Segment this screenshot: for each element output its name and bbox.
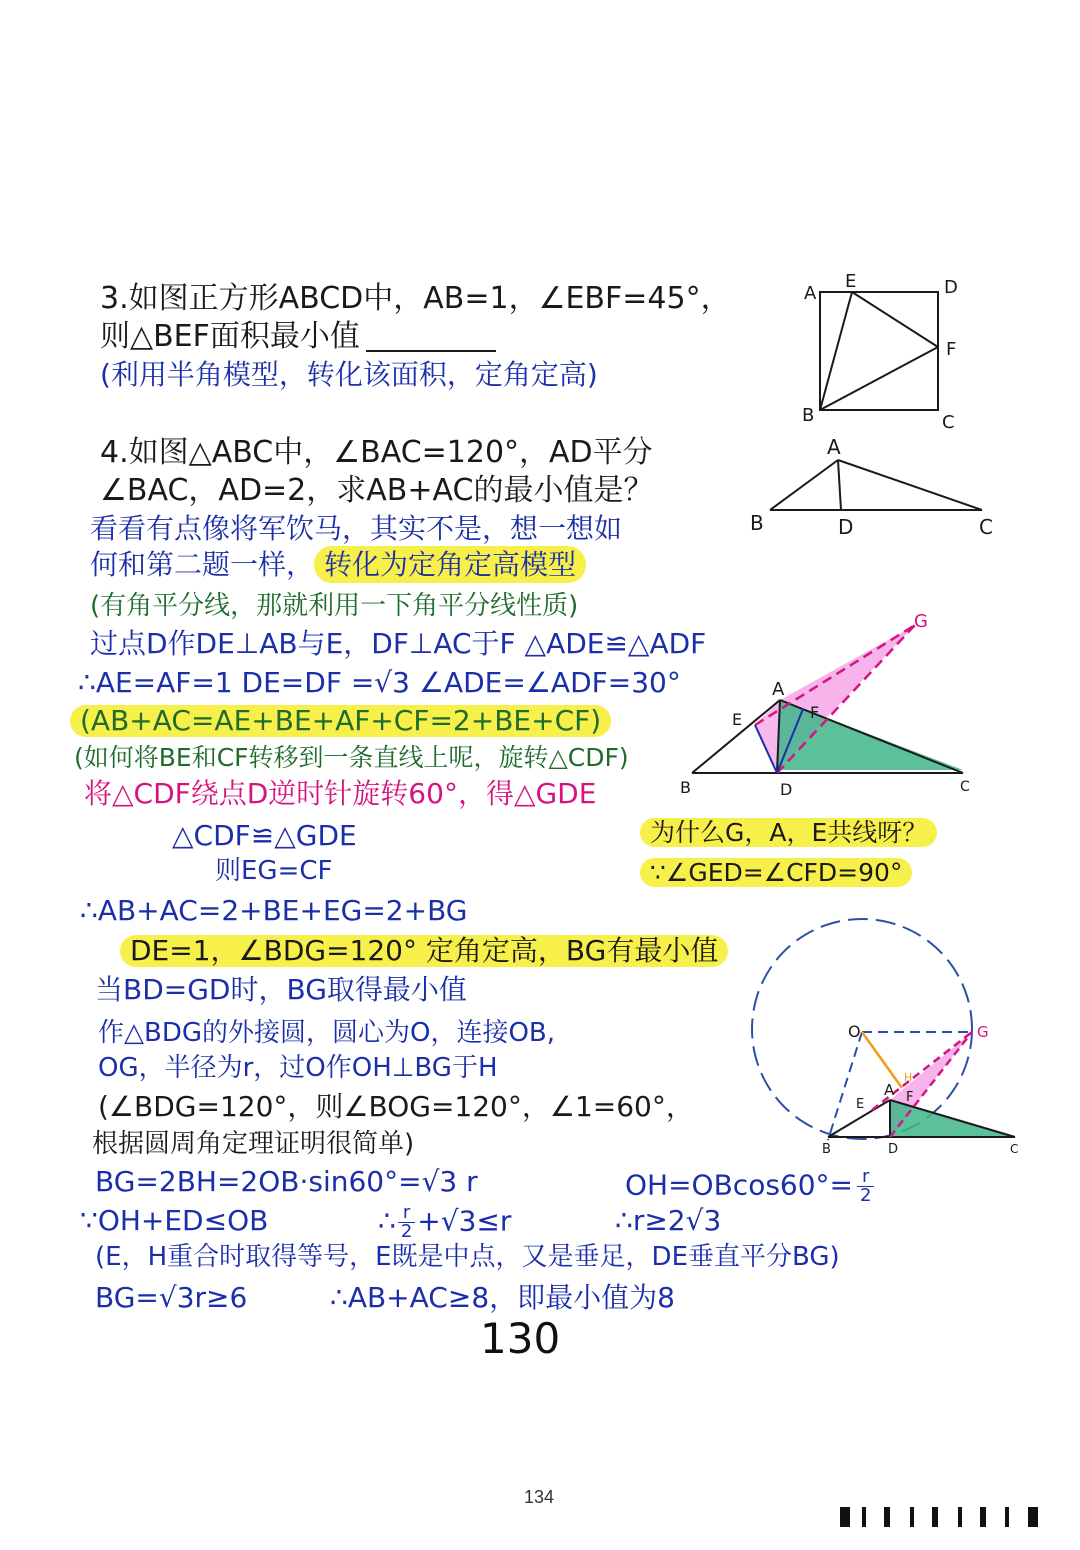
label-e: E — [845, 271, 857, 292]
solution-line-6: (AB+AC=AE+BE+AF+CF=2+BE+CF) — [70, 705, 611, 737]
bar — [958, 1507, 962, 1527]
solution-line-19c: +√3≤r — [417, 1204, 512, 1238]
label-c: C — [979, 515, 993, 539]
bar — [910, 1507, 914, 1527]
highlight-model: 转化为定角定高模型 — [314, 546, 586, 583]
bar — [932, 1507, 938, 1527]
fraction-numerator: r — [857, 1168, 874, 1187]
bar — [840, 1507, 850, 1527]
solution-line-15: OG，半径为r，过O作OH⊥BG于H — [98, 1053, 498, 1083]
solution-line-9: △CDF≌△GDE — [172, 819, 357, 852]
solution-line-3: (有角平分线，那就利用一下角平分线性质) — [90, 591, 579, 621]
segment-ef — [852, 292, 938, 347]
handwritten-page-number: 130 — [480, 1314, 561, 1363]
line-oh — [862, 1032, 902, 1088]
solution-line-11: ∴AB+AC=2+BE+EG=2+BG — [80, 894, 468, 927]
segment-be — [820, 292, 852, 410]
solution-line-21a: BG=√3r≥6 — [95, 1281, 248, 1314]
segment-ac — [838, 460, 982, 510]
label-f: F — [946, 339, 957, 360]
label-d: D — [888, 1142, 899, 1157]
solution-line-19b: ∴ — [378, 1204, 396, 1238]
solution-line-20: (E，H重合时取得等号，E既是中点，又是垂足，DE垂直平分BG) — [95, 1242, 840, 1272]
solution-line-21b: ∴AB+AC≥8，即最小值为8 — [330, 1281, 675, 1314]
solution-line-19bc — [378, 1204, 511, 1241]
solution-line-13: 当BD=GD时，BG取得最小值 — [95, 973, 467, 1006]
label-c: C — [960, 779, 970, 795]
solution-line-18b-wrap — [625, 1168, 874, 1205]
problem4-line1: 4.如图△ABC中，∠BAC=120°，AD平分 — [100, 435, 653, 470]
label-h: H — [904, 1071, 913, 1084]
solution-line-2a: 何和第二题一样， — [90, 548, 315, 581]
label-b: B — [680, 778, 691, 797]
solution-line-14: 作△BDG的外接圆，圆心为O，连接OB, — [98, 1018, 556, 1048]
problem3-line2-wrap — [100, 319, 496, 354]
solution-line-5: ∴AE=AF=1 DE=DF =√3 ∠ADE=∠ADF=30° — [78, 666, 681, 699]
label-c: C — [1010, 1142, 1019, 1156]
solution-line-18b: OH=OBcos60°= — [625, 1168, 854, 1202]
problem3-line1: 3.如图正方形ABCD中，AB=1，∠EBF=45°， — [100, 281, 731, 316]
label-a: A — [884, 1081, 895, 1099]
solution-line-12: DE=1，∠BDG=120° 定角定高，BG有最小值 — [120, 935, 728, 967]
line-ob — [828, 1032, 865, 1140]
label-d: D — [944, 277, 958, 298]
label-e: E — [856, 1097, 865, 1112]
problem3-hint: (利用半角模型，转化该面积，定角定高) — [100, 358, 598, 391]
circumcircle-figure — [760, 925, 1019, 1165]
bar — [862, 1507, 866, 1527]
bar — [884, 1507, 890, 1527]
side-answer: ∵∠GED=∠CFD=90° — [640, 858, 912, 887]
label-b: B — [822, 1142, 831, 1157]
triangle-figure — [745, 432, 1005, 542]
bar — [1005, 1507, 1009, 1527]
label-g: G — [914, 611, 928, 632]
scanner-watermark-bars — [840, 1503, 1055, 1531]
fraction-denominator: 2 — [860, 1185, 872, 1206]
segment-ad — [838, 460, 841, 510]
label-d: D — [838, 515, 854, 539]
solution-line-19a: ∵OH+ED≤OB — [80, 1204, 269, 1237]
solution-line-18a: BG=2BH=2OB·sin60°=√3 r — [95, 1165, 478, 1198]
problem3-line2: 则△BEF面积最小值 — [100, 319, 360, 354]
label-b: B — [802, 405, 815, 426]
solution-line-17: 根据圆周角定理证明很简单) — [92, 1129, 415, 1159]
solution-line-7: (如何将BE和CF转移到一条直线上呢，旋转△CDF) — [74, 743, 629, 772]
label-a: A — [772, 679, 785, 700]
label-f: F — [906, 1090, 914, 1105]
problem4-line2: ∠BAC，AD=2，求AB+AC的最小值是？ — [100, 473, 654, 508]
label-g: G — [977, 1023, 989, 1041]
segment-bf — [820, 347, 938, 410]
solution-line-2 — [90, 548, 586, 581]
bar — [1028, 1507, 1038, 1527]
label-d: D — [780, 780, 793, 799]
solution-line-1: 看看有点像将军饮马，其实不是，想一想如 — [90, 512, 623, 545]
solution-line-19d: ∴r≥2√3 — [615, 1204, 722, 1237]
fraction-r-over-2 — [857, 1168, 874, 1205]
label-f: F — [810, 703, 820, 722]
segment-ab — [770, 460, 838, 510]
solution-line-10: 则EG=CF — [215, 856, 333, 886]
rotation-figure — [680, 605, 980, 805]
label-b: B — [750, 511, 764, 535]
printed-page-number: 134 — [524, 1487, 555, 1507]
fraction-numerator-b: r — [398, 1204, 415, 1223]
bar — [980, 1507, 986, 1527]
label-a: A — [827, 435, 841, 459]
square-figure — [800, 271, 1000, 435]
fraction-denominator-b: 2 — [400, 1221, 413, 1242]
label-o: O — [848, 1022, 861, 1041]
label-e: E — [732, 710, 743, 729]
fraction-r-over-2-b — [398, 1204, 415, 1241]
side-question: 为什么G，A，E共线呀？ — [640, 818, 937, 847]
label-c: C — [942, 412, 955, 433]
label-a: A — [804, 283, 817, 304]
solution-line-4: 过点D作DE⊥AB与E，DF⊥AC于F △ADE≌△ADF — [90, 627, 707, 660]
answer-blank — [366, 326, 496, 352]
solution-line-8: 将△CDF绕点D逆时针旋转60°，得△GDE — [84, 777, 597, 810]
solution-line-16: (∠BDG=120°，则∠BOG=120°，∠1=60°， — [98, 1090, 694, 1123]
